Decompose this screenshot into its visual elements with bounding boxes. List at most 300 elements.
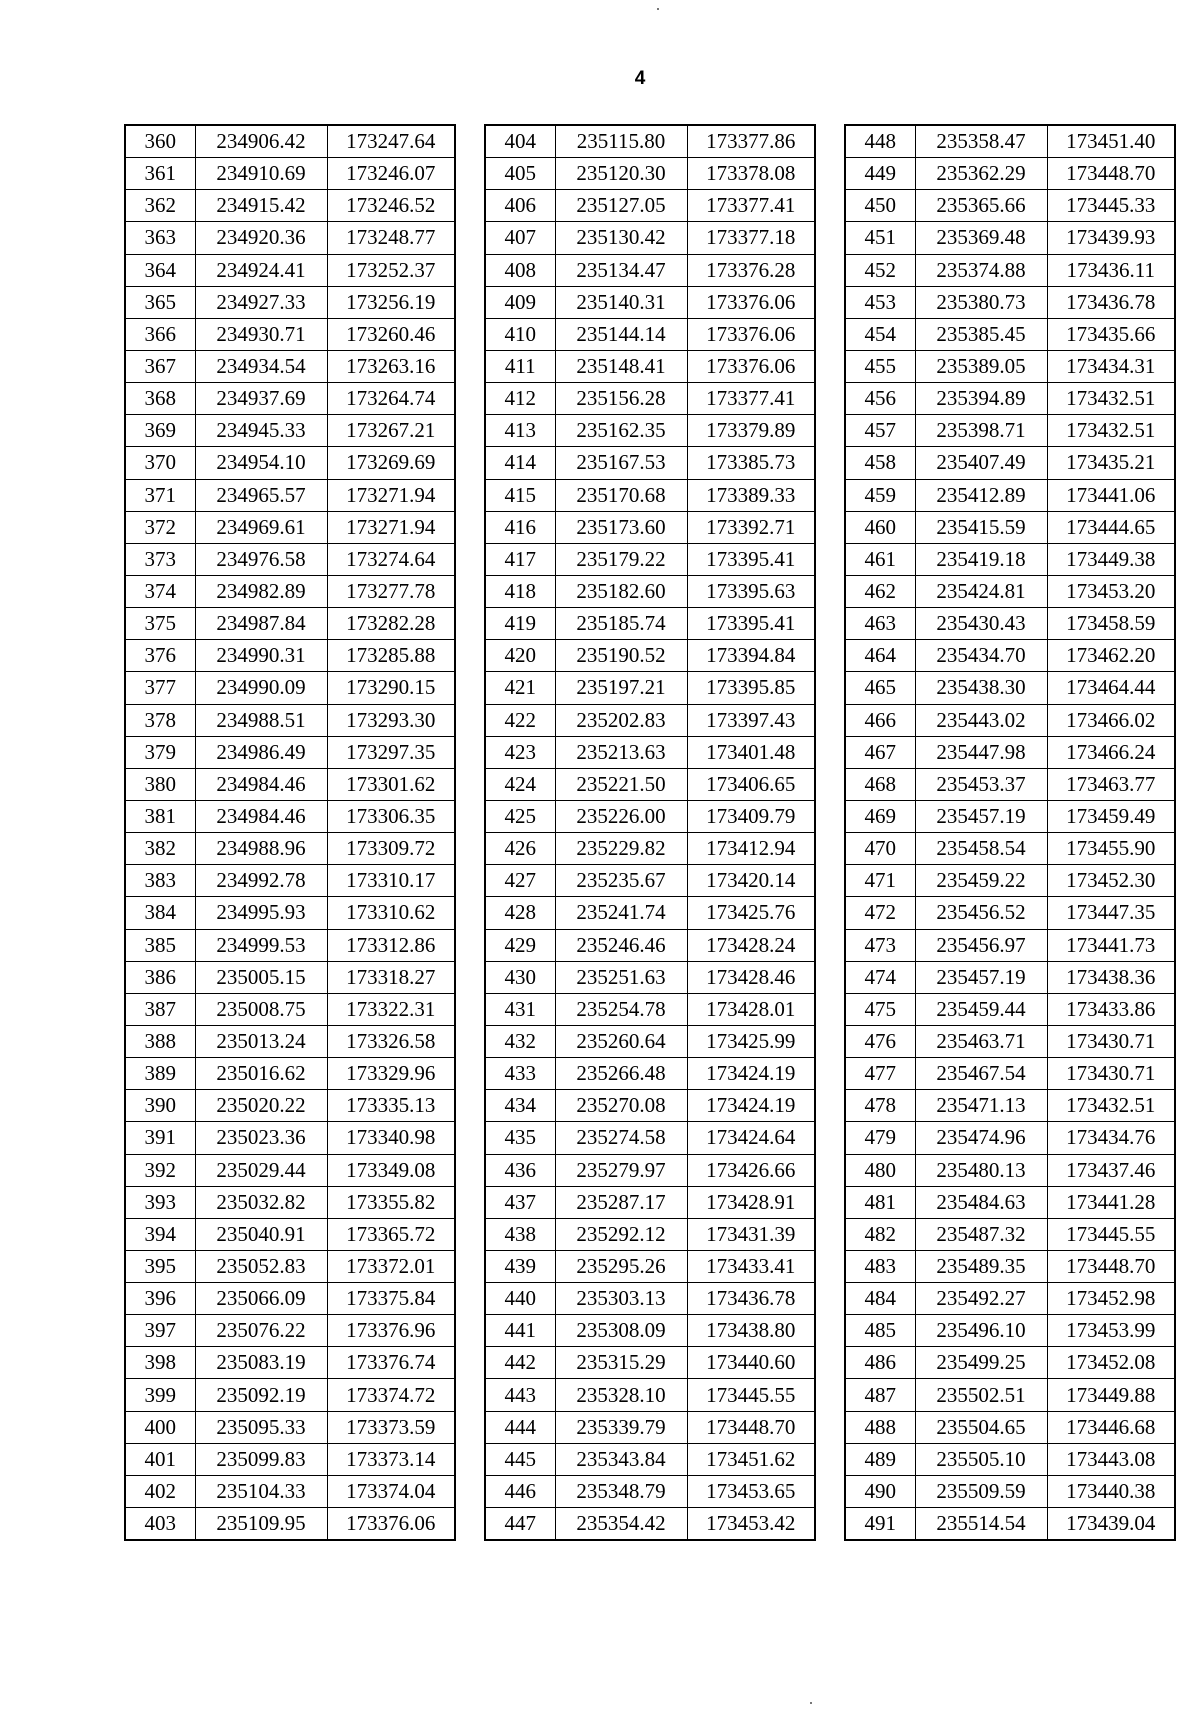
point-number-cell: 389 [125,1058,195,1090]
point-number-cell: 372 [125,511,195,543]
y-coordinate-cell: 173248.77 [327,222,455,254]
x-coordinate-cell: 235502.51 [915,1379,1047,1411]
table-row [485,447,815,479]
table-row [845,383,1175,415]
point-number-cell: 434 [485,1090,555,1122]
point-number-cell: 459 [845,479,915,511]
x-coordinate-cell: 235303.13 [555,1283,687,1315]
x-coordinate-cell: 235190.52 [555,640,687,672]
point-number-cell: 441 [485,1315,555,1347]
point-number-cell: 451 [845,222,915,254]
table-row [845,543,1175,575]
y-coordinate-cell: 173437.46 [1047,1154,1175,1186]
table-row [845,1508,1175,1541]
x-coordinate-cell: 235083.19 [195,1347,327,1379]
y-coordinate-cell: 173446.68 [1047,1411,1175,1443]
point-number-cell: 371 [125,479,195,511]
point-number-cell: 387 [125,993,195,1025]
x-coordinate-cell: 234987.84 [195,608,327,640]
y-coordinate-cell: 173277.78 [327,575,455,607]
table-row [485,1154,815,1186]
table-row [845,672,1175,704]
x-coordinate-cell: 235008.75 [195,993,327,1025]
x-coordinate-cell: 235474.96 [915,1122,1047,1154]
x-coordinate-cell: 234990.31 [195,640,327,672]
y-coordinate-cell: 173412.94 [687,833,815,865]
point-number-cell: 467 [845,736,915,768]
y-coordinate-cell: 173444.65 [1047,511,1175,543]
y-coordinate-cell: 173395.85 [687,672,815,704]
point-number-cell: 437 [485,1186,555,1218]
x-coordinate-cell: 235459.22 [915,865,1047,897]
y-coordinate-cell: 173428.46 [687,961,815,993]
x-coordinate-cell: 235260.64 [555,1025,687,1057]
point-number-cell: 462 [845,575,915,607]
table-row [485,1058,815,1090]
x-coordinate-cell: 235095.33 [195,1411,327,1443]
point-number-cell: 431 [485,993,555,1025]
table-row [125,254,455,286]
y-coordinate-cell: 173379.89 [687,415,815,447]
y-coordinate-cell: 173373.14 [327,1443,455,1475]
point-number-cell: 419 [485,608,555,640]
point-number-cell: 452 [845,254,915,286]
x-coordinate-cell: 235489.35 [915,1250,1047,1282]
table-row [125,800,455,832]
y-coordinate-cell: 173458.59 [1047,608,1175,640]
point-number-cell: 363 [125,222,195,254]
x-coordinate-cell: 235016.62 [195,1058,327,1090]
table-row [845,1154,1175,1186]
x-coordinate-cell: 235471.13 [915,1090,1047,1122]
x-coordinate-cell: 234915.42 [195,190,327,222]
x-coordinate-cell: 234982.89 [195,575,327,607]
x-coordinate-cell: 234906.42 [195,125,327,158]
point-number-cell: 376 [125,640,195,672]
table-row [125,190,455,222]
x-coordinate-cell: 234992.78 [195,865,327,897]
point-number-cell: 427 [485,865,555,897]
table-row [485,1250,815,1282]
y-coordinate-cell: 173374.72 [327,1379,455,1411]
point-number-cell: 398 [125,1347,195,1379]
point-number-cell: 390 [125,1090,195,1122]
y-coordinate-cell: 173431.39 [687,1218,815,1250]
point-number-cell: 382 [125,833,195,865]
x-coordinate-cell: 235029.44 [195,1154,327,1186]
table-row [845,1411,1175,1443]
point-number-cell: 461 [845,543,915,575]
y-coordinate-cell: 173376.06 [687,286,815,318]
y-coordinate-cell: 173425.99 [687,1025,815,1057]
table-row [485,318,815,350]
point-number-cell: 366 [125,318,195,350]
point-number-cell: 453 [845,286,915,318]
point-number-cell: 421 [485,672,555,704]
y-coordinate-cell: 173306.35 [327,800,455,832]
y-coordinate-cell: 173449.38 [1047,543,1175,575]
table-row [125,222,455,254]
point-number-cell: 457 [845,415,915,447]
y-coordinate-cell: 173448.70 [1047,1250,1175,1282]
table-row [485,736,815,768]
y-coordinate-cell: 173447.35 [1047,897,1175,929]
y-coordinate-cell: 173443.08 [1047,1443,1175,1475]
y-coordinate-cell: 173395.63 [687,575,815,607]
y-coordinate-cell: 173459.49 [1047,800,1175,832]
x-coordinate-cell: 235443.02 [915,704,1047,736]
x-coordinate-cell: 235509.59 [915,1475,1047,1507]
y-coordinate-cell: 173430.71 [1047,1058,1175,1090]
table-row [125,768,455,800]
point-number-cell: 409 [485,286,555,318]
table-row [845,447,1175,479]
point-number-cell: 488 [845,1411,915,1443]
y-coordinate-cell: 173453.65 [687,1475,815,1507]
table-row [485,511,815,543]
table-row [845,222,1175,254]
point-number-cell: 443 [485,1379,555,1411]
table-row [845,1218,1175,1250]
y-coordinate-cell: 173282.28 [327,608,455,640]
y-coordinate-cell: 173394.84 [687,640,815,672]
y-coordinate-cell: 173462.20 [1047,640,1175,672]
x-coordinate-cell: 235266.48 [555,1058,687,1090]
table-row [485,158,815,190]
x-coordinate-cell: 235358.47 [915,125,1047,158]
point-number-cell: 436 [485,1154,555,1186]
y-coordinate-cell: 173372.01 [327,1250,455,1282]
y-coordinate-cell: 173378.08 [687,158,815,190]
x-coordinate-cell: 235457.19 [915,961,1047,993]
point-number-cell: 440 [485,1283,555,1315]
x-coordinate-cell: 234910.69 [195,158,327,190]
point-number-cell: 386 [125,961,195,993]
x-coordinate-cell: 235020.22 [195,1090,327,1122]
table-row [485,350,815,382]
table-row [485,479,815,511]
table-row [125,929,455,961]
point-number-cell: 414 [485,447,555,479]
x-coordinate-cell: 235514.54 [915,1508,1047,1541]
table-row [485,254,815,286]
table-row [485,929,815,961]
y-coordinate-cell: 173434.31 [1047,350,1175,382]
point-number-cell: 424 [485,768,555,800]
point-number-cell: 439 [485,1250,555,1282]
y-coordinate-cell: 173424.19 [687,1058,815,1090]
y-coordinate-cell: 173445.33 [1047,190,1175,222]
table-row [485,1218,815,1250]
y-coordinate-cell: 173406.65 [687,768,815,800]
x-coordinate-cell: 235365.66 [915,190,1047,222]
y-coordinate-cell: 173420.14 [687,865,815,897]
y-coordinate-cell: 173435.21 [1047,447,1175,479]
table-row [845,479,1175,511]
point-number-cell: 401 [125,1443,195,1475]
coordinate-table-3 [844,124,1176,1541]
table-row [125,608,455,640]
y-coordinate-cell: 173318.27 [327,961,455,993]
point-number-cell: 481 [845,1186,915,1218]
y-coordinate-cell: 173438.80 [687,1315,815,1347]
x-coordinate-cell: 235213.63 [555,736,687,768]
y-coordinate-cell: 173335.13 [327,1090,455,1122]
x-coordinate-cell: 235287.17 [555,1186,687,1218]
point-number-cell: 418 [485,575,555,607]
x-coordinate-cell: 235459.44 [915,993,1047,1025]
y-coordinate-cell: 173309.72 [327,833,455,865]
x-coordinate-cell: 234984.46 [195,768,327,800]
table-row [125,511,455,543]
point-number-cell: 383 [125,865,195,897]
x-coordinate-cell: 235170.68 [555,479,687,511]
x-coordinate-cell: 235279.97 [555,1154,687,1186]
point-number-cell: 433 [485,1058,555,1090]
table-row [485,1411,815,1443]
y-coordinate-cell: 173376.06 [687,350,815,382]
point-number-cell: 377 [125,672,195,704]
table-row [485,800,815,832]
x-coordinate-cell: 235412.89 [915,479,1047,511]
y-coordinate-cell: 173329.96 [327,1058,455,1090]
table-row [125,961,455,993]
point-number-cell: 484 [845,1283,915,1315]
table-row [485,125,815,158]
y-coordinate-cell: 173256.19 [327,286,455,318]
point-number-cell: 472 [845,897,915,929]
y-coordinate-cell: 173274.64 [327,543,455,575]
table-row [485,865,815,897]
table-row [485,768,815,800]
y-coordinate-cell: 173433.41 [687,1250,815,1282]
point-number-cell: 450 [845,190,915,222]
table-row [125,1475,455,1507]
x-coordinate-cell: 235162.35 [555,415,687,447]
point-number-cell: 375 [125,608,195,640]
table-row [845,1090,1175,1122]
point-number-cell: 399 [125,1379,195,1411]
y-coordinate-cell: 173389.33 [687,479,815,511]
x-coordinate-cell: 235066.09 [195,1283,327,1315]
point-number-cell: 370 [125,447,195,479]
x-coordinate-cell: 235076.22 [195,1315,327,1347]
table-row [485,190,815,222]
x-coordinate-cell: 235487.32 [915,1218,1047,1250]
table-row [845,125,1175,158]
point-number-cell: 470 [845,833,915,865]
table-row [845,415,1175,447]
x-coordinate-cell: 235099.83 [195,1443,327,1475]
point-number-cell: 402 [125,1475,195,1507]
y-coordinate-cell: 173453.99 [1047,1315,1175,1347]
y-coordinate-cell: 173260.46 [327,318,455,350]
x-coordinate-cell: 235127.05 [555,190,687,222]
y-coordinate-cell: 173436.11 [1047,254,1175,286]
x-coordinate-cell: 235144.14 [555,318,687,350]
point-number-cell: 471 [845,865,915,897]
point-number-cell: 469 [845,800,915,832]
x-coordinate-cell: 235308.09 [555,1315,687,1347]
x-coordinate-cell: 234984.46 [195,800,327,832]
table-row [485,1379,815,1411]
x-coordinate-cell: 235389.05 [915,350,1047,382]
x-coordinate-cell: 235092.19 [195,1379,327,1411]
table-row [485,286,815,318]
y-coordinate-cell: 173432.51 [1047,415,1175,447]
y-coordinate-cell: 173392.71 [687,511,815,543]
y-coordinate-cell: 173426.66 [687,1154,815,1186]
point-number-cell: 392 [125,1154,195,1186]
page-number: 4 [634,68,646,89]
x-coordinate-cell: 235492.27 [915,1283,1047,1315]
y-coordinate-cell: 173452.08 [1047,1347,1175,1379]
y-coordinate-cell: 173440.60 [687,1347,815,1379]
x-coordinate-cell: 235380.73 [915,286,1047,318]
table-row [485,1122,815,1154]
point-number-cell: 364 [125,254,195,286]
point-number-cell: 458 [845,447,915,479]
table-row [845,704,1175,736]
y-coordinate-cell: 173376.06 [687,318,815,350]
x-coordinate-cell: 235343.84 [555,1443,687,1475]
table-row [845,190,1175,222]
coordinate-table-1 [124,124,456,1541]
point-number-cell: 479 [845,1122,915,1154]
table-row [125,1025,455,1057]
y-coordinate-cell: 173445.55 [687,1379,815,1411]
point-number-cell: 367 [125,350,195,382]
y-coordinate-cell: 173252.37 [327,254,455,286]
table-row [125,833,455,865]
x-coordinate-cell: 235013.24 [195,1025,327,1057]
y-coordinate-cell: 173439.04 [1047,1508,1175,1541]
x-coordinate-cell: 235430.43 [915,608,1047,640]
point-number-cell: 430 [485,961,555,993]
y-coordinate-cell: 173271.94 [327,479,455,511]
y-coordinate-cell: 173375.84 [327,1283,455,1315]
point-number-cell: 448 [845,125,915,158]
table-row [485,833,815,865]
point-number-cell: 460 [845,511,915,543]
table-row [125,1250,455,1282]
point-number-cell: 406 [485,190,555,222]
table-row [845,993,1175,1025]
point-number-cell: 415 [485,479,555,511]
table-row [485,640,815,672]
scan-speck [657,8,659,10]
table-row [125,318,455,350]
point-number-cell: 485 [845,1315,915,1347]
point-number-cell: 456 [845,383,915,415]
table-row [125,1090,455,1122]
x-coordinate-cell: 235167.53 [555,447,687,479]
y-coordinate-cell: 173435.66 [1047,318,1175,350]
y-coordinate-cell: 173441.06 [1047,479,1175,511]
table-row [845,608,1175,640]
y-coordinate-cell: 173395.41 [687,608,815,640]
y-coordinate-cell: 173263.16 [327,350,455,382]
table-row [845,350,1175,382]
table-row [845,1379,1175,1411]
table-row [485,1090,815,1122]
y-coordinate-cell: 173293.30 [327,704,455,736]
point-number-cell: 393 [125,1186,195,1218]
y-coordinate-cell: 173376.96 [327,1315,455,1347]
point-number-cell: 416 [485,511,555,543]
point-number-cell: 428 [485,897,555,929]
x-coordinate-cell: 235463.71 [915,1025,1047,1057]
table-row [845,575,1175,607]
table-row [485,608,815,640]
x-coordinate-cell: 234934.54 [195,350,327,382]
x-coordinate-cell: 235005.15 [195,961,327,993]
y-coordinate-cell: 173373.59 [327,1411,455,1443]
point-number-cell: 486 [845,1347,915,1379]
point-number-cell: 381 [125,800,195,832]
x-coordinate-cell: 235447.98 [915,736,1047,768]
table-row [125,1154,455,1186]
table-row [845,929,1175,961]
table-row [485,575,815,607]
y-coordinate-cell: 173430.71 [1047,1025,1175,1057]
y-coordinate-cell: 173267.21 [327,415,455,447]
table-row [125,1218,455,1250]
x-coordinate-cell: 235394.89 [915,383,1047,415]
x-coordinate-cell: 234965.57 [195,479,327,511]
point-number-cell: 420 [485,640,555,672]
table-row [845,1058,1175,1090]
point-number-cell: 446 [485,1475,555,1507]
y-coordinate-cell: 173376.74 [327,1347,455,1379]
table-row [845,897,1175,929]
point-number-cell: 473 [845,929,915,961]
x-coordinate-cell: 235148.41 [555,350,687,382]
point-number-cell: 463 [845,608,915,640]
table-row [485,993,815,1025]
y-coordinate-cell: 173449.88 [1047,1379,1175,1411]
y-coordinate-cell: 173452.30 [1047,865,1175,897]
y-coordinate-cell: 173376.28 [687,254,815,286]
x-coordinate-cell: 235173.60 [555,511,687,543]
y-coordinate-cell: 173424.19 [687,1090,815,1122]
table-row [485,961,815,993]
point-number-cell: 400 [125,1411,195,1443]
table-row [845,318,1175,350]
x-coordinate-cell: 235179.22 [555,543,687,575]
x-coordinate-cell: 235120.30 [555,158,687,190]
x-coordinate-cell: 234988.96 [195,833,327,865]
point-number-cell: 429 [485,929,555,961]
table-row [125,1058,455,1090]
y-coordinate-cell: 173466.02 [1047,704,1175,736]
x-coordinate-cell: 235134.47 [555,254,687,286]
table-row [845,286,1175,318]
table-row [125,125,455,158]
x-coordinate-cell: 235202.83 [555,704,687,736]
table-row [485,897,815,929]
point-number-cell: 426 [485,833,555,865]
y-coordinate-cell: 173377.18 [687,222,815,254]
y-coordinate-cell: 173428.01 [687,993,815,1025]
x-coordinate-cell: 235052.83 [195,1250,327,1282]
coordinate-table-2 [484,124,816,1541]
x-coordinate-cell: 234937.69 [195,383,327,415]
point-number-cell: 464 [845,640,915,672]
y-coordinate-cell: 173385.73 [687,447,815,479]
x-coordinate-cell: 234954.10 [195,447,327,479]
x-coordinate-cell: 234990.09 [195,672,327,704]
